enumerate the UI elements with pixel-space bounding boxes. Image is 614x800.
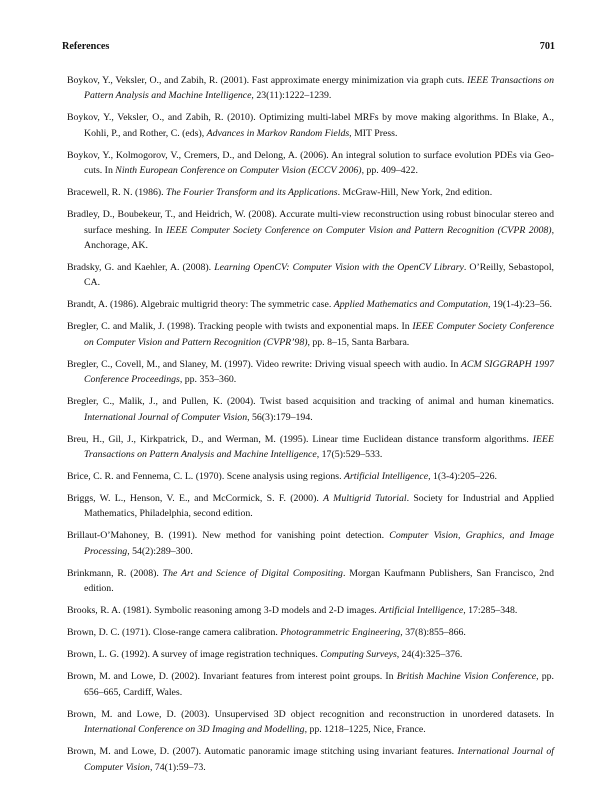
reference-title-italic: Artificial Intelligence [344, 471, 429, 483]
reference-text: Brice, C. R. and Fennema, C. L. (1970). Scene analysis using regions. [67, 471, 344, 483]
reference-text: , 37(8):855–866. [400, 627, 466, 639]
reference-title-italic: Ninth European Conference on Computer Vision (ECCV 2006) [115, 165, 362, 177]
reference-list [67, 73, 554, 782]
reference-text: , 23(11):1222–1239. [251, 90, 332, 102]
reference-title-italic: ACM SIGGRAPH 1997 Conference Proceedings [84, 358, 554, 386]
reference-entry [67, 357, 554, 388]
reference-text: Brown, M. and Lowe, D. (2002). Invariant features from interest point groups. In [67, 671, 397, 683]
reference-entry [67, 394, 554, 425]
reference-text: Brooks, R. A. (1981). Symbolic reasoning among 3-D models and 2-D images. [67, 605, 380, 617]
reference-entry [67, 185, 554, 200]
page-number: 701 [539, 41, 555, 52]
reference-text: Bregler, C., Covell, M., and Slaney, M. (1997). Video rewrite: Driving visual speech with audio. In [67, 358, 462, 370]
reference-text: , 56(3):179–194. [247, 411, 313, 423]
reference-title-italic: IEEE Transactions on Pattern Analysis and Machine Intelligence [84, 75, 554, 102]
reference-title-italic: IEEE Computer Society Conference on Computer Vision and Pattern Recognition (CVPR’98) [84, 321, 554, 348]
reference-text: , pp. 656–665, Cardiff, Wales. [84, 671, 554, 698]
reference-text: Boykov, Y., Veksler, O., and Zabih, R. (2010). Optimizing multi-label MRFs by move making algorithms. In Blake, A., Kohli, P., and Rother, C. (eds), [67, 112, 554, 139]
reference-title-italic: Photogrammetric Engineering [280, 627, 401, 639]
reference-text: Bregler, C. and Malik, J. (1998). Tracking people with twists and exponential maps. In [67, 321, 413, 333]
section-title: References [62, 41, 110, 52]
reference-entry [67, 207, 554, 253]
reference-entry [67, 669, 554, 700]
reference-title-italic: International Conference on 3D Imaging and Modelling [84, 724, 305, 736]
reference-text: , pp. 409–422. [361, 165, 418, 177]
reference-title-italic: IEEE Computer Society Conference on Computer Vision and Pattern Recognition (CVPR 2008) [166, 224, 552, 236]
reference-entry [67, 707, 554, 738]
reference-text: Bracewell, R. N. (1986). [67, 187, 167, 199]
reference-entry [67, 491, 554, 522]
reference-title-italic: Computer Vision, Graphics, and Image Processing [84, 530, 554, 557]
reference-entry [67, 432, 554, 463]
reference-entry [67, 469, 554, 484]
reference-text: , pp. 8–15, Santa Barbara. [307, 336, 410, 348]
reference-entry [67, 73, 554, 104]
reference-entry [67, 647, 554, 662]
reference-entry [67, 744, 554, 775]
reference-text: Boykov, Y., Kolmogorov, V., Cremers, D., and Delong, A. (2006). An integral solution to surface evolution PDEs via Geo-cuts. In [67, 149, 554, 177]
reference-title-italic: Artificial Intelligence [379, 605, 464, 617]
reference-text: Boykov, Y., Veksler, O., and Zabih, R. (2001). Fast approximate energy minimization via graph cuts. [67, 75, 467, 86]
reference-entry [67, 528, 554, 559]
reference-title-italic: Advances in Markov Random Fields [206, 127, 350, 139]
reference-title-italic: International Journal of Computer Vision [84, 746, 554, 773]
reference-title-italic: International Journal of Computer Vision [84, 411, 248, 423]
reference-title-italic: British Machine Vision Conference [396, 671, 537, 683]
reference-title-italic: Learning OpenCV: Computer Vision with the OpenCV Library [214, 262, 464, 274]
reference-title-italic: A Multigrid Tutorial [323, 493, 407, 505]
reference-entry [67, 148, 554, 179]
reference-title-italic: The Fourier Transform and its Applications [166, 187, 338, 199]
reference-text: Brown, L. G. (1992). A survey of image registration techniques. [67, 649, 321, 661]
reference-text: , 17(5):529–533. [316, 449, 383, 461]
reference-text: , MIT Press. [349, 127, 398, 139]
reference-text: , 54(2):289–300. [127, 545, 193, 557]
reference-text: . Society for Industrial and Applied Mathematics, Philadelphia, second edition. [84, 493, 555, 520]
reference-text: , Anchorage, AK. [84, 224, 555, 252]
reference-text: , 19(1-4):23–56. [488, 299, 552, 311]
reference-text: , 17:285–348. [463, 605, 518, 617]
reference-text: , 74(1):59–73. [149, 761, 206, 773]
reference-title-italic: IEEE Transactions on Pattern Analysis and Machine Intelligence [84, 433, 554, 461]
reference-text: . McGraw-Hill, New York, 2nd edition. [337, 187, 493, 199]
reference-text: . O’Reilly, Sebastopol, CA. [84, 262, 554, 289]
reference-entry [67, 260, 554, 291]
reference-text: . Morgan Kaufmann Publishers, San Francisco, 2nd edition. [84, 567, 554, 595]
reference-entry [67, 319, 554, 350]
reference-text: , 1(3-4):205–226. [428, 471, 497, 483]
reference-text: Brown, M. and Lowe, D. (2003). Unsupervised 3D object recognition and reconstruction in unordered datasets. In [67, 708, 554, 720]
reference-text: , pp. 353–360. [179, 374, 237, 386]
reference-text: Brown, M. and Lowe, D. (2007). Automatic panoramic image stitching using invariant features. [67, 746, 458, 758]
reference-text: Brillaut-O’Mahoney, B. (1991). New method for vanishing point detection. [67, 530, 390, 542]
reference-title-italic: The Art and Science of Digital Compositing [162, 567, 343, 579]
reference-entry [67, 603, 554, 618]
reference-text: Brown, D. C. (1971). Close-range camera calibration. [67, 627, 281, 639]
reference-text: Briggs, W. L., Henson, V. E., and McCormick, S. F. (2000). [67, 493, 324, 505]
reference-title-italic: Applied Mathematics and Computation [333, 299, 489, 311]
reference-text: Breu, H., Gil, J., Kirkpatrick, D., and Werman, M. (1995). Linear time Euclidean distance transform algorithms. [67, 433, 533, 445]
reference-text: Bradsky, G. and Kaehler, A. (2008). [67, 262, 215, 274]
reference-text: Brinkmann, R. (2008). [67, 567, 163, 579]
reference-text: Bregler, C., Malik, J., and Pullen, K. (2004). Twist based acquisition and tracking of animal and human kinematics. [67, 396, 554, 408]
reference-text: , pp. 1218–1225, Nice, France. [304, 724, 426, 736]
reference-text: , 24(4):325–376. [396, 649, 463, 661]
reference-text: Brandt, A. (1986). Algebraic multigrid theory: The symmetric case. [67, 299, 334, 311]
reference-entry [67, 297, 554, 312]
reference-entry [67, 625, 554, 640]
reference-title-italic: Computing Surveys [320, 649, 397, 661]
reference-text: Bradley, D., Boubekeur, T., and Heidrich, W. (2008). Accurate multi-view reconstruction using robust binocular stereo and surface meshing. In [67, 209, 554, 236]
reference-entry [67, 566, 554, 597]
running-header [62, 40, 555, 54]
reference-entry [67, 110, 554, 141]
